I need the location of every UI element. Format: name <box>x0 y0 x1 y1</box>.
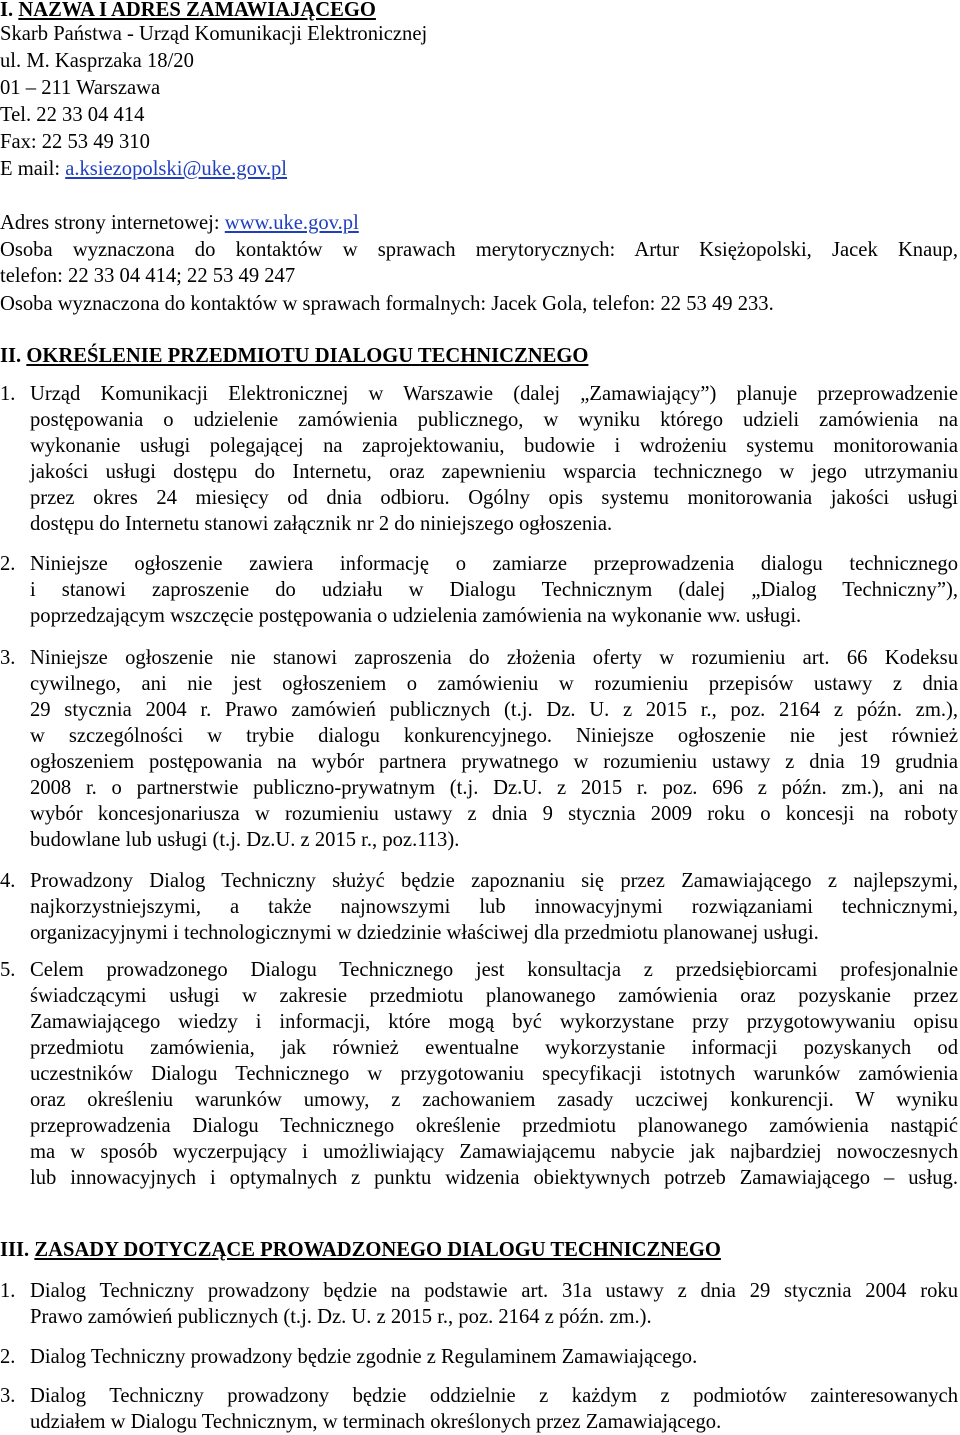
paragraph-line: lub innowacyjnych i optymalnych z punktu widzenia obiektywnych potrzeb Zamawiającego – usług. <box>30 1167 958 1189</box>
item-number: 1. <box>0 383 16 405</box>
section-1-number: I. <box>0 0 14 21</box>
paragraph-line: Dialog Techniczny prowadzony będzie oddzielnie z każdym z podmiotów zainteresowanych <box>30 1385 958 1407</box>
website-label: Adres strony internetowej: <box>0 212 225 234</box>
item-number: 1. <box>0 1280 16 1302</box>
paragraph-line: Prawo zamówień publicznych (t.j. Dz. U. z 2015 r., poz. 2164 z późn. zm.). <box>30 1306 652 1328</box>
section-1-title: NAZWA I ADRES ZAMAWIAJĄCEGO <box>18 0 376 21</box>
paragraph-line: postępowania o udzielenie zamówienia publicznego, w wyniku którego udzieli zamówienia na <box>30 409 958 431</box>
paragraph-line: wykonanie usługi polegającej na zaprojektowaniu, budowie i wdrożeniu systemu monitorowania <box>30 435 958 457</box>
paragraph-line: 2008 r. o partnerstwie publiczno-prywatnym (t.j. Dz.U. z 2015 r. poz. 696 z późn. zm.), ani na <box>30 777 958 799</box>
paragraph-line: oraz określeniu warunków umowy, z zachowaniem zasady uczciwej konkurencji. W wyniku <box>30 1089 958 1111</box>
section-2-number: II. <box>0 345 22 367</box>
paragraph-line: Niniejsze ogłoszenie nie stanowi zaproszenia do złożenia oferty w rozumieniu art. 66 Kodeksu <box>30 647 958 669</box>
paragraph-line: Niniejsze ogłoszenie zawiera informację o zamiarze przeprowadzenia dialogu technicznego <box>30 553 958 575</box>
item-number: 2. <box>0 553 16 575</box>
paragraph-line: budowlane lub usługi (t.j. Dz.U. z 2015 r., poz.113). <box>30 829 460 851</box>
paragraph-line: Urząd Komunikacji Elektronicznej w Warszawie (dalej „Zamawiający”) planuje przeprowadzenie <box>30 383 958 405</box>
section-2-item-3 <box>0 645 958 853</box>
paragraph-line: ma w sposób wyczerpujący i umożliwiający Zamawiającemu nabycie jak najbardziej nowoczesnych <box>30 1141 958 1163</box>
section-3-heading <box>0 1237 721 1263</box>
paragraph-line: w szczególności w trybie dialogu konkurencyjnego. Niniejsze ogłoszenie nie jest również <box>30 725 958 747</box>
paragraph-line: organizacyjnymi i technologicznymi w dziedzinie właściwej dla przedmiotu planowanej usługi. <box>30 922 819 944</box>
section-1-heading <box>0 0 376 23</box>
paragraph-line: przedmiotu zamówienia, jak również ewentualne wykorzystanie informacji pozyskanych od <box>30 1037 958 1059</box>
item-number: 3. <box>0 647 16 669</box>
paragraph-line: ogłoszeniem postępowania na wybór partnera prywatnego w rozumieniu ustawy z dnia 19 grudnia <box>30 751 958 773</box>
website-line <box>0 210 359 236</box>
paragraph-line: uczestników Dialogu Technicznego w przygotowaniu specyfikacji istotnych warunków zamówienia <box>30 1063 958 1085</box>
contact-formal: Osoba wyznaczona do kontaktów w sprawach formalnych: Jacek Gola, telefon: 22 53 49 233. <box>0 293 774 315</box>
section-2-item-1 <box>0 381 958 537</box>
paragraph-line: wybór koncesjonariusza w rozumieniu ustawy z dnia 9 stycznia 2009 roku o koncesji na roboty <box>30 803 958 825</box>
email-link[interactable]: a.ksiezopolski@uke.gov.pl <box>65 158 288 180</box>
address-line: Fax: 22 53 49 310 <box>0 131 150 153</box>
section-3-title: ZASADY DOTYCZĄCE PROWADZONEGO DIALOGU TECHNICZNEGO <box>34 1239 721 1261</box>
address-line: 01 – 211 Warszawa <box>0 77 161 99</box>
address-line: ul. M. Kasprzaka 18/20 <box>0 50 194 72</box>
section-3-item-1 <box>0 1278 958 1330</box>
paragraph-line: Zamawiającego wiedzy i informacji, które mogą być wykorzystane przy przygotowywaniu opisu <box>30 1011 958 1033</box>
section-3-number: III. <box>0 1239 30 1261</box>
paragraph-line: Prowadzony Dialog Techniczny służyć będzie zapoznaniu się przez Zamawiającego z najlepszymi, <box>30 870 958 892</box>
paragraph-line: poprzedzającym wszczęcie postępowania o udzielenia zamówienia na wykonanie ww. usługi. <box>30 605 802 627</box>
paragraph-line: jakości usługi dostępu do Internetu, oraz zapewnieniu wsparcia technicznego w jego utrzymaniu <box>30 461 958 483</box>
section-2-heading <box>0 343 588 369</box>
section-3-item-3 <box>0 1383 958 1435</box>
item-number: 5. <box>0 959 16 981</box>
item-number: 2. <box>0 1346 16 1368</box>
contact-merit-line: telefon: 22 33 04 414; 22 53 49 247 <box>0 265 296 287</box>
address-line: Tel. 22 33 04 414 <box>0 104 145 126</box>
email-label: E mail: <box>0 158 66 180</box>
item-number: 4. <box>0 870 16 892</box>
contact-merit-line: Osoba wyznaczona do kontaktów w sprawach merytorycznych: Artur Księżopolski, Jacek Knaup, <box>0 239 958 261</box>
email-line <box>0 156 287 182</box>
contact-merit <box>0 237 958 289</box>
item-number: 3. <box>0 1385 16 1407</box>
paragraph-line: i stanowi zaproszenie do udziału w Dialogu Technicznym (dalej „Dialog Techniczny”), <box>30 579 958 601</box>
address-line: Skarb Państwa - Urząd Komunikacji Elektronicznej <box>0 23 428 45</box>
section-3-item-2 <box>0 1344 958 1370</box>
paragraph-line: udziałem w Dialogu Technicznym, w terminach określonych przez Zamawiającego. <box>30 1411 722 1433</box>
paragraph-line: świadczącymi usługi w zakresie przedmiotu planowanego zamówienia oraz pozyskanie przez <box>30 985 958 1007</box>
paragraph-line: dostępu do Internetu stanowi załącznik nr 2 do niniejszego ogłoszenia. <box>30 513 613 535</box>
paragraph-line: cywilnego, ani nie jest ogłoszeniem o zamówieniu w rozumieniu przepisów ustawy z dnia <box>30 673 958 695</box>
paragraph-line: Celem prowadzonego Dialogu Technicznego jest konsultacja z przedsiębiorcami profesjonalnie <box>30 959 958 981</box>
section-2-item-2 <box>0 551 958 629</box>
paragraph-line: Dialog Techniczny prowadzony będzie na podstawie art. 31a ustawy z dnia 29 stycznia 2004 roku <box>30 1280 958 1302</box>
section-2-title: OKREŚLENIE PRZEDMIOTU DIALOGU TECHNICZNEGO <box>26 345 589 367</box>
section-2-item-5 <box>0 957 958 1191</box>
paragraph-line: przeprowadzenia Dialogu Technicznego określenie przedmiotu planowanego zamówienia nastąpić <box>30 1115 958 1137</box>
section-2-item-4 <box>0 868 958 946</box>
paragraph-line: najkorzystniejszymi, a także najnowszymi lub innowacyjnymi rozwiązaniami technicznymi, <box>30 896 958 918</box>
paragraph-line: Dialog Techniczny prowadzony będzie zgodnie z Regulaminem Zamawiającego. <box>30 1346 698 1368</box>
website-link[interactable]: www.uke.gov.pl <box>224 212 359 234</box>
paragraph-line: 29 stycznia 2004 r. Prawo zamówień publicznych (t.j. Dz. U. z 2015 r., poz. 2164 z późn. zm.), <box>30 699 958 721</box>
paragraph-line: przez okres 24 miesięcy od dnia odbioru. Ogólny opis systemu monitorowania jakości usługi <box>30 487 958 509</box>
